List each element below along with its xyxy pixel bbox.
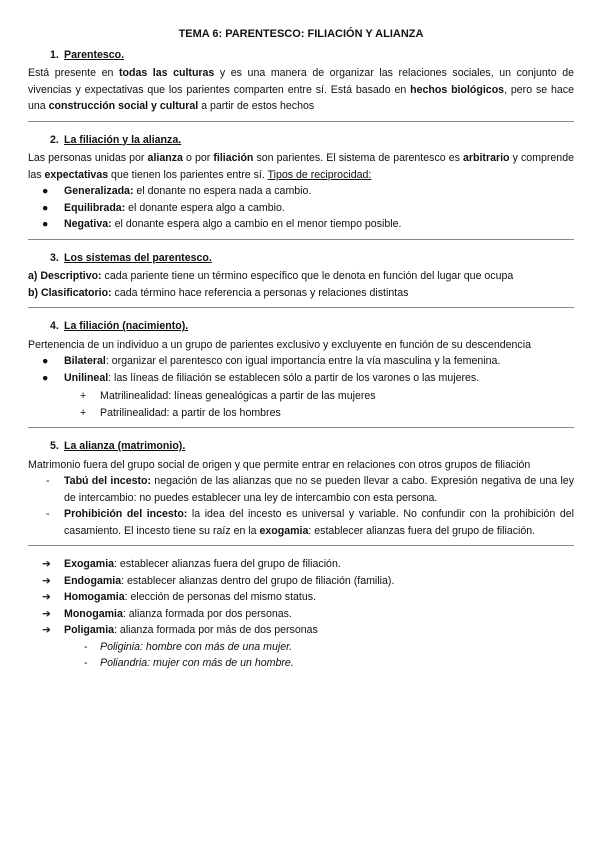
section-title: La filiación (nacimiento). (64, 320, 189, 332)
divider (28, 121, 574, 122)
list-item: ➔ Exogamia: establecer alianzas fuera del grupo de filiación. (28, 556, 574, 573)
section-5-paragraph: Matrimonio fuera del grupo social de origen y que permite entrar en relaciones con otros grupos de filiación (28, 458, 531, 471)
descriptive-line: a) Descriptivo: cada pariente tiene un término específico que le denota en función del lugar que ocupa (28, 270, 514, 282)
section-number: 3. (50, 251, 59, 264)
section-number: 4. (50, 320, 59, 332)
list-item: ➔ Poligamia: alianza formada por más de dos personas (28, 622, 574, 639)
bullet-icon: ● (42, 185, 49, 197)
list-item: ● Unilineal: las líneas de filiación se establecen sólo a partir de los varones o las mujeres. (28, 370, 574, 387)
document-page (28, 26, 574, 672)
list-item: - Tabú del incesto: negación de las alianzas que no se pueden llevar a cabo. Expresión negativa de una ley de intercambio: no puedes establecer una ley de intercambio con esta persona. (46, 475, 575, 504)
list-item: ● Equilibrada: el donante espera algo a cambio. (28, 200, 574, 217)
list-item: + Patrilinealidad: a partir de los hombres (28, 405, 574, 422)
dash-icon: - (46, 475, 50, 487)
bullet-icon: ● (42, 201, 49, 214)
dash-icon: - (84, 640, 88, 653)
bullet-icon: ● (42, 355, 49, 367)
divider (28, 545, 574, 546)
section-4-paragraph: Pertenencia de un individuo a un grupo de parientes exclusivo y excluyente en función de su descendencia (28, 338, 531, 351)
section-3-heading (50, 250, 574, 267)
list-item: ➔ Monogamia: alianza formada por dos personas. (28, 606, 574, 623)
arrow-right-icon: ➔ (42, 574, 51, 587)
section-title: La alianza (matrimonio). (64, 440, 186, 452)
section-2-heading (50, 132, 574, 149)
unilineal-sublist (28, 388, 574, 421)
divider (28, 427, 574, 428)
list-item: - Poliandria: mujer con más de un hombre. (28, 655, 574, 672)
classificatory-line: b) Clasificatorio: cada término hace referencia a personas y relaciones distintas (28, 286, 409, 299)
section-1-heading (50, 47, 574, 64)
divider (28, 307, 574, 308)
plus-icon: + (80, 390, 87, 402)
reciprocity-list (28, 183, 574, 233)
section-number: 5. (50, 440, 59, 452)
arrow-right-icon: ➔ (42, 624, 51, 636)
bullet-icon: ● (42, 371, 49, 384)
filiation-list (28, 353, 574, 386)
list-item: ● Bilateral: organizar el parentesco con igual importancia entre la vía masculina y la femenina. (28, 353, 574, 370)
list-item: + Matrilinealidad: líneas genealógicas a partir de las mujeres (28, 388, 574, 405)
list-item: - Prohibición del incesto: la idea del incesto es universal y variable. No confundir con la prohibición del casamiento. El incesto tiene su raíz en la exogamia: establecer alianzas fuera del grupo de filiación. (46, 508, 574, 537)
arrow-right-icon: ➔ (42, 591, 51, 603)
incest-list (28, 473, 574, 539)
list-item: - Poliginia: hombre con más de una mujer. (28, 639, 574, 656)
section-4-heading (50, 318, 574, 335)
document-title: TEMA 6: PARENTESCO: FILIACIÓN Y ALIANZA (178, 28, 424, 40)
dash-icon: - (84, 657, 88, 669)
list-item: ➔ Homogamia: elección de personas del mismo status. (28, 589, 574, 606)
section-title: La filiación y la alianza. (64, 133, 182, 146)
section-number: 1. (50, 48, 59, 61)
section-5-heading (50, 438, 574, 455)
list-item: ● Generalizada: el donante no espera nada a cambio. (28, 183, 574, 200)
section-1-paragraph: Está presente en todas las culturas y es una manera de organizar las relaciones sociales, un conjunto de vivencias y expectativas que los parientes comparten entre sí. Está basado en hechos biológicos, pero se hace una construcción social y cultural a partir de estos hechos (28, 67, 575, 112)
section-number: 2. (50, 133, 59, 146)
list-item: ➔ Endogamia: establecer alianzas dentro del grupo de filiación (familia). (28, 573, 574, 590)
arrow-right-icon: ➔ (42, 558, 51, 570)
section-title: Parentesco. (64, 48, 125, 61)
list-item: ● Negativa: el donante espera algo a cambio en el menor tiempo posible. (28, 216, 574, 233)
section-title: Los sistemas del parentesco. (64, 251, 212, 264)
polygamy-sublist (28, 639, 574, 672)
plus-icon: + (80, 406, 87, 419)
arrow-right-icon: ➔ (42, 607, 51, 620)
terms-list (28, 556, 574, 639)
section-2-paragraph: Las personas unidas por alianza o por filiación son parientes. El sistema de parentesco es arbitrario y comprende las expectativas que tienen los parientes entre sí. Tipos de reciprocidad: (28, 152, 574, 181)
divider (28, 239, 574, 240)
bullet-icon: ● (42, 218, 49, 230)
dash-icon: - (46, 508, 50, 520)
